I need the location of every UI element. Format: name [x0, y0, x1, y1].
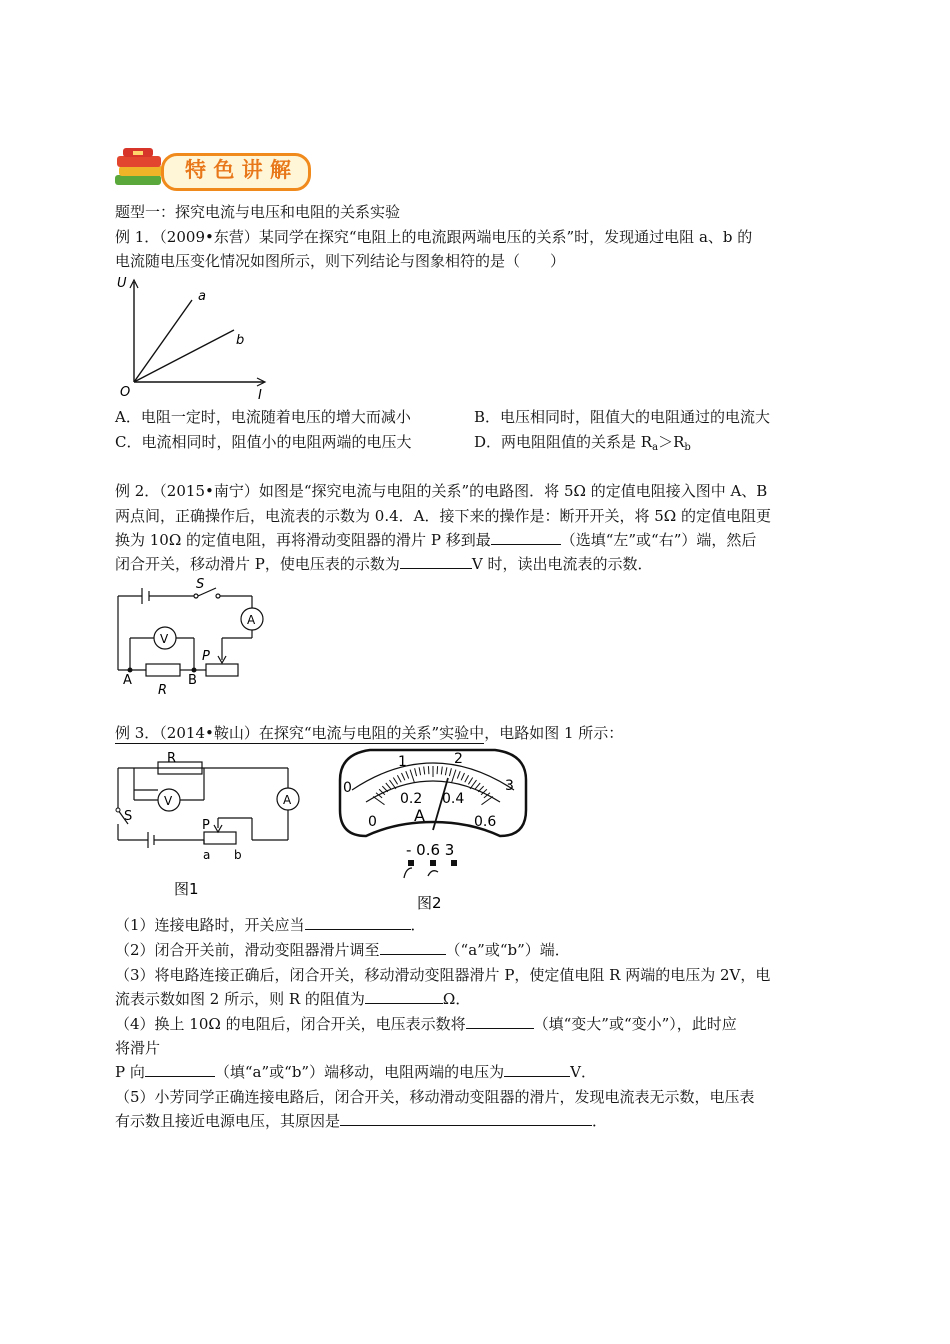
q5-text: 有示数且接近电源电压，其原因是 — [115, 1112, 341, 1130]
point-b-label: B — [188, 673, 197, 688]
ex1-line2: 电流随电压变化情况如图所示，则下列结论与图象相符的是（ ） — [115, 252, 566, 270]
scale-bottom-0: 0 — [368, 814, 377, 830]
q1-text: （1）连接电路时，开关应当 — [115, 916, 305, 934]
option-d-sub-b: b — [684, 442, 691, 453]
ex3-q3-line2 — [115, 988, 470, 1010]
q5-end: ． — [592, 1112, 608, 1130]
scale-top-0: 0 — [343, 780, 352, 796]
fig1-ammeter-label: A — [283, 793, 292, 807]
voltmeter-label: V — [160, 632, 169, 646]
fig2-caption: 图2 — [417, 894, 442, 912]
ex2-circuit-diagram — [110, 576, 275, 698]
fig1-slider-label: P — [202, 818, 210, 833]
fig1-caption: 图1 — [174, 880, 199, 898]
fig1-switch-label: S — [124, 809, 133, 824]
line-a — [134, 300, 192, 382]
ex2-line3 — [115, 529, 756, 551]
q3-blank[interactable] — [365, 989, 443, 1004]
scale-bottom-3: 0.6 — [474, 814, 497, 830]
ex1-ui-graph — [112, 272, 277, 400]
q4-text: （4）换上 10Ω 的电阻后，闭合开关，电压表示数将 — [115, 1015, 466, 1033]
axis-u-label: U — [117, 276, 127, 291]
q4-p-text: P 向 — [115, 1063, 145, 1081]
line-b — [134, 330, 234, 382]
ex3-q3-line1: （3）将电路连接正确后，闭合开关，移动滑动变阻器滑片 P，使定值电阻 R 两端的电压为 2V，电 — [115, 966, 771, 984]
fig1-voltmeter-label: V — [164, 794, 173, 808]
line-a-label: a — [198, 289, 206, 304]
ex2-line2: 两点间，正确操作后，电流表的示数为 0.4．A．接下来的操作是：断开开关，将 5Ω 的定值电阻更 — [115, 507, 771, 525]
switch-s-label: S — [196, 577, 205, 592]
section-title: 题型一：探究电流与电压和电阻的关系实验 — [115, 203, 401, 221]
ex2-line4 — [115, 553, 652, 575]
axis-i-label: I — [258, 388, 262, 400]
q2-blank[interactable] — [380, 940, 446, 955]
ex2-line3-text: 换为 10Ω 的定值电阻，再将滑动变阻器的滑片 P 移到最 — [115, 531, 491, 549]
q2-text: （2）闭合开关前，滑动变阻器滑片调至 — [115, 941, 380, 959]
ex3-q5-line1: （5）小芳同学正确连接电路后，闭合开关，移动滑动变阻器的滑片，发现电流表无示数，电压表 — [115, 1088, 755, 1106]
q5-blank[interactable] — [340, 1111, 592, 1126]
dial-unit: A — [414, 806, 425, 825]
banner-text: 特 色 讲 解 — [185, 158, 291, 182]
scale-top-3: 3 — [505, 778, 514, 794]
ex2-line4-text: 闭合开关，移动滑片 P，使电压表的示数为 — [115, 555, 400, 573]
ex2-line4-rest: V 时，读出电流表的示数． — [471, 555, 653, 573]
dial-terminals: - 0.6 3 — [406, 841, 455, 859]
q4-blank-direction[interactable] — [145, 1062, 215, 1077]
scale-bottom-1: 0.2 — [400, 791, 423, 807]
option-d-text: D．两电阻阻值的关系是 R — [474, 433, 653, 451]
ex1-line1: 例 1．（2009•东营）某同学在探究“电阻上的电流跟两端电压的关系”时，发现通过电阻 a、b 的 — [115, 228, 753, 246]
q4-mid: （填“a”或“b”）端移动，电阻两端的电压为 — [214, 1063, 505, 1081]
ex3-fig2-ammeter-dial — [330, 740, 535, 915]
q4-rest: （填“变大”或“变小”），此时应 — [533, 1015, 737, 1033]
ex3-q2 — [115, 939, 570, 961]
q4-blank-voltage[interactable] — [504, 1062, 570, 1077]
scale-bottom-2: 0.4 — [442, 791, 465, 807]
dial-tick — [437, 766, 438, 774]
fig1-resistor-label: R — [167, 751, 177, 766]
q4-end: V． — [570, 1063, 596, 1081]
q3-text: 流表示数如图 2 所示，则 R 的阻值为 — [115, 990, 365, 1008]
ex3-fig1-circuit — [112, 748, 312, 903]
ex1-option-a: A．电阻一定时，电流随着电压的增大而减小 — [115, 408, 411, 426]
q4-blank-change[interactable] — [466, 1014, 534, 1029]
scale-top-1: 1 — [398, 754, 407, 770]
q1-end: ． — [410, 916, 426, 934]
ex2-blank-direction[interactable] — [491, 530, 561, 545]
dial-tick — [428, 766, 429, 774]
q1-blank[interactable] — [305, 915, 411, 930]
fig1-end-a-label: a — [203, 848, 211, 862]
option-d-mid: ＞R — [658, 433, 685, 451]
option-d-sub-a: a — [652, 442, 659, 453]
scale-top-2: 2 — [454, 751, 463, 767]
ex2-blank-voltage[interactable] — [400, 554, 472, 569]
ex2-line3-rest: （选填“左”或“右”）端，然后 — [560, 531, 757, 549]
point-a-label: A — [123, 673, 132, 688]
ex3-line1-rest: ，电路如图 1 所示： — [484, 724, 624, 742]
ex3-q4-line1 — [115, 1013, 737, 1035]
ex1-option-d — [474, 431, 691, 459]
ex3-q5-line2 — [115, 1110, 607, 1132]
ex3-q4-line3 — [115, 1061, 596, 1083]
q3-end: Ω． — [442, 990, 471, 1008]
ex2-line1: 例 2．（2015•南宁）如图是“探究电流与电阻的关系”的电路图．将 5Ω 的定值电阻接入图中 A、B — [115, 482, 768, 500]
ex3-q1 — [115, 914, 426, 936]
slider-p-label: P — [202, 649, 210, 664]
ammeter-label: A — [247, 613, 256, 627]
fig1-end-b-label: b — [234, 848, 242, 862]
ex1-option-b: B．电压相同时，阻值大的电阻通过的电流大 — [474, 408, 771, 426]
q2-end: （“a”或“b”）端． — [445, 941, 570, 959]
ex1-option-c: C．电流相同时，阻值小的电阻两端的电压大 — [115, 433, 412, 451]
ex3-line1-underlined: 例 3．（2014•鞍山）在探究“电流与电阻的关系”实验中 — [115, 724, 485, 742]
origin-label: O — [120, 385, 131, 400]
section-banner — [113, 145, 309, 193]
line-b-label: b — [236, 333, 245, 348]
ex3-q4-line2: 将滑片 — [115, 1039, 161, 1057]
resistor-r-label: R — [158, 683, 168, 698]
